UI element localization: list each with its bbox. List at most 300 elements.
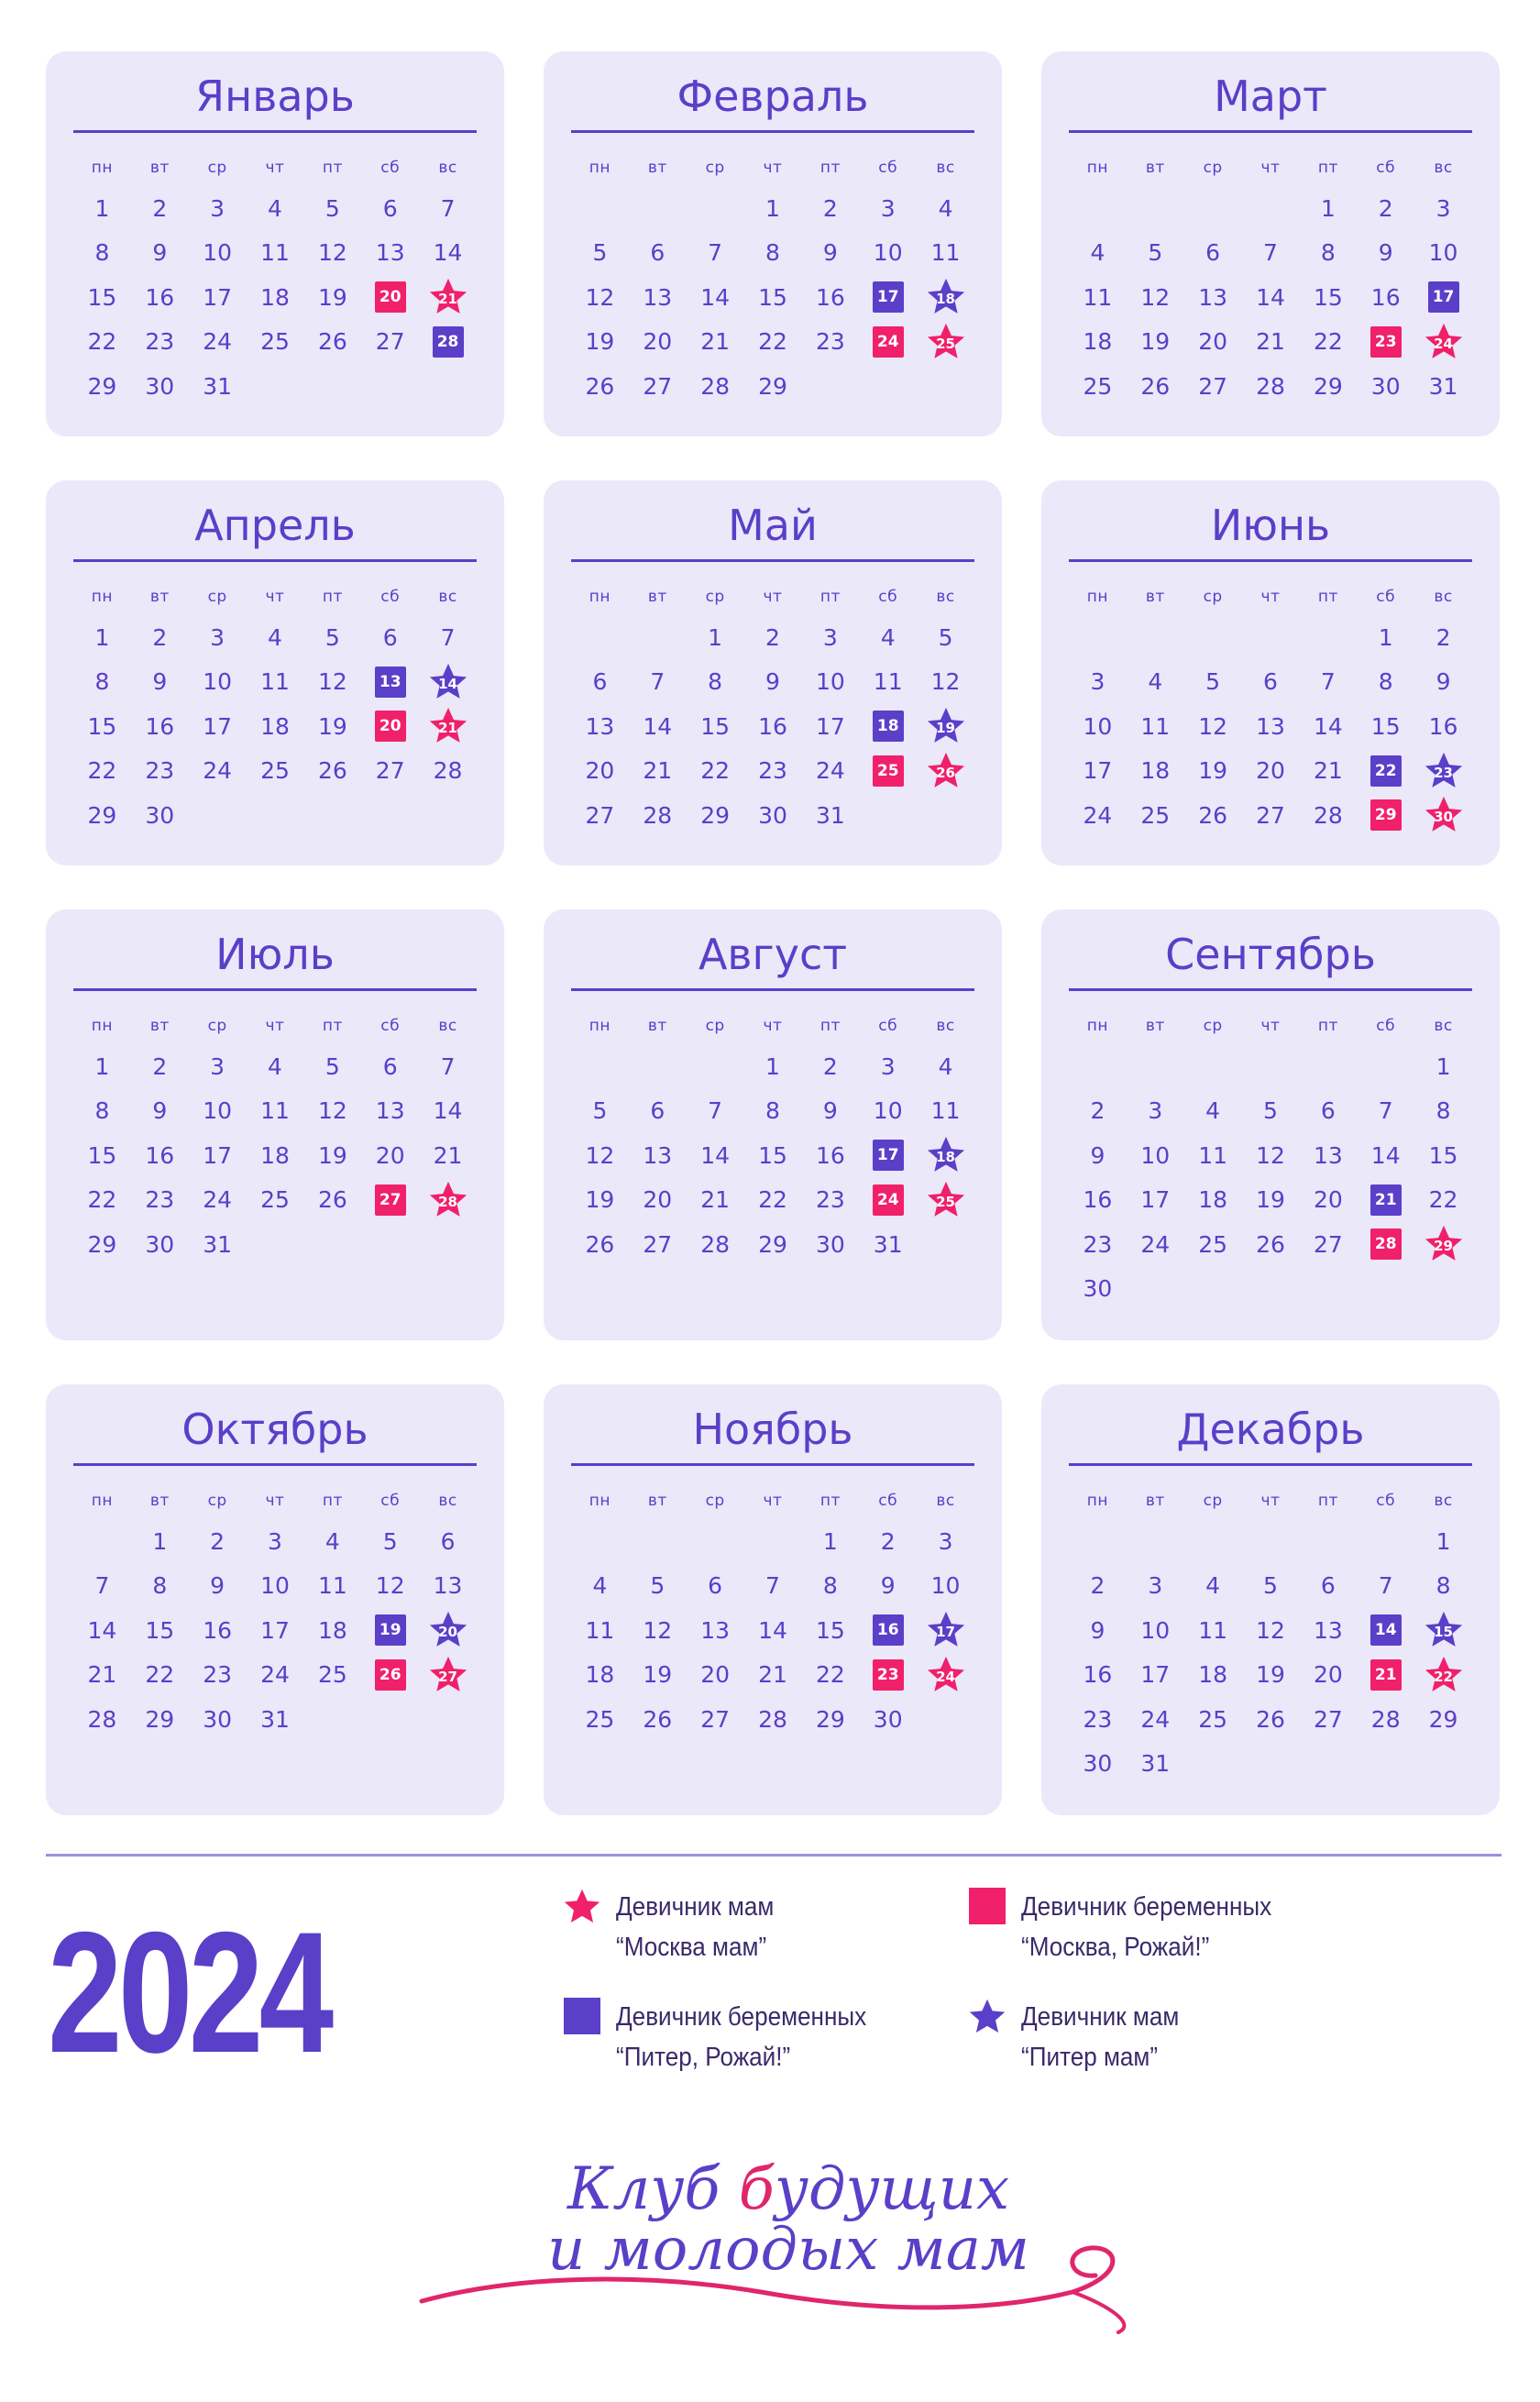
day-cell: 6: [650, 1097, 666, 1125]
day-cell: 11: [1140, 712, 1171, 740]
day-cell: 25: [1198, 1705, 1228, 1733]
empty-cell: [1184, 615, 1242, 659]
day-cell: 10: [203, 1097, 233, 1125]
day-cell: [917, 749, 974, 793]
weekday-label: вт: [149, 588, 170, 606]
day-cell: 8: [152, 1572, 168, 1600]
week-row: [73, 364, 477, 409]
weekday-label: пт: [1317, 159, 1338, 177]
purple-star-marker: 20: [427, 1609, 469, 1651]
weekday-label: вс: [438, 1017, 457, 1035]
month-card: [544, 909, 1002, 1340]
day-cell: 6: [382, 194, 398, 222]
month-rule: [1069, 130, 1472, 133]
week-row: [1069, 186, 1472, 231]
day-cell: 12: [1198, 712, 1228, 740]
month-rule: [571, 988, 974, 991]
weekday-label: пт: [322, 588, 343, 606]
day-cell: 4: [268, 194, 282, 222]
weekday-label: пт: [322, 1017, 343, 1035]
pink-square-marker: 26: [375, 1659, 406, 1691]
empty-cell: [687, 186, 744, 230]
day-cell: [859, 704, 917, 748]
legend-label: Девичник мам: [616, 1892, 775, 1922]
day-cell: 13: [433, 1572, 463, 1600]
day-cell: 1: [708, 623, 723, 651]
day-cell: [917, 704, 974, 748]
weekday-label: чт: [265, 1492, 285, 1510]
weekday-header: [571, 149, 974, 186]
day-cell: 28: [643, 801, 673, 829]
week-row: [571, 1653, 974, 1698]
day-cell: 22: [1428, 1186, 1458, 1214]
empty-cell: [1299, 1267, 1357, 1311]
month-rule: [73, 130, 477, 133]
day-cell: 5: [324, 1052, 340, 1080]
day-cell: [1414, 1608, 1472, 1652]
day-cell: [1357, 320, 1414, 364]
club-logo: Клуб будущих и молодых мам: [547, 2155, 1029, 2284]
day-cell: 10: [260, 1572, 290, 1600]
day-cell: 11: [873, 668, 903, 696]
week-row: [571, 793, 974, 838]
day-cell: 27: [1256, 801, 1285, 829]
pink-star-marker: 27: [427, 1654, 469, 1696]
day-cell: 1: [822, 1527, 838, 1555]
empty-cell: [917, 793, 974, 837]
day-cell: 11: [260, 1097, 290, 1125]
day-cell: 28: [433, 757, 463, 785]
weekday-label: пн: [91, 1017, 114, 1035]
month-title: Июнь: [1210, 501, 1331, 550]
day-cell: 28: [1256, 372, 1285, 400]
week-row: [571, 660, 974, 705]
empty-cell: [1299, 1742, 1357, 1786]
empty-cell: [419, 364, 477, 408]
day-cell: 14: [433, 1097, 463, 1125]
week-row: [73, 231, 477, 276]
day-cell: 22: [145, 1661, 175, 1689]
day-cell: 6: [1205, 239, 1221, 267]
month-card: [1041, 909, 1500, 1340]
week-row: [1069, 660, 1472, 705]
day-cell: 22: [700, 757, 731, 785]
day-cell: 4: [880, 623, 896, 651]
purple-star-marker: 18: [925, 276, 967, 318]
week-row: [73, 1697, 477, 1742]
empty-cell: [1069, 186, 1127, 230]
day-cell: [419, 1178, 477, 1222]
day-cell: [1414, 1222, 1472, 1266]
day-cell: [1357, 1178, 1414, 1222]
empty-cell: [1184, 1742, 1242, 1786]
pink-square-marker: 21: [1370, 1659, 1402, 1691]
weekday-label: пн: [91, 159, 114, 177]
day-cell: 26: [1140, 372, 1171, 400]
day-cell: [859, 1133, 917, 1177]
week-row: [1069, 1222, 1472, 1267]
day-cell: 8: [94, 668, 110, 696]
month-rule: [73, 559, 477, 562]
day-cell: 11: [317, 1572, 347, 1600]
weekday-label: вс: [1434, 1017, 1453, 1035]
weekday-label: ср: [1203, 1492, 1223, 1510]
pink-square-marker: 28: [1370, 1229, 1402, 1260]
week-row: [571, 1133, 974, 1178]
pink-square-marker: 23: [873, 1659, 904, 1691]
day-cell: 22: [758, 1186, 787, 1214]
day-cell: 6: [708, 1572, 723, 1600]
day-cell: 4: [1090, 239, 1106, 267]
day-cell: 12: [1256, 1141, 1285, 1169]
day-cell: 23: [203, 1661, 233, 1689]
day-cell: 27: [375, 757, 405, 785]
day-cell: 4: [1205, 1572, 1221, 1600]
day-cell: 14: [643, 712, 673, 740]
day-cell: 27: [643, 1230, 673, 1258]
day-cell: 7: [708, 1097, 723, 1125]
day-cell: 15: [87, 712, 117, 740]
day-cell: 7: [1320, 668, 1336, 696]
day-cell: 22: [758, 328, 787, 356]
purple-square-marker: 21: [1370, 1184, 1402, 1216]
weekday-label: чт: [763, 1492, 783, 1510]
empty-cell: [1184, 1044, 1242, 1088]
empty-cell: [189, 793, 247, 837]
calendar-grid: [46, 51, 1500, 1859]
weekday-label: вс: [936, 588, 955, 606]
day-cell: 16: [1083, 1186, 1113, 1214]
week-row: [571, 749, 974, 794]
weekday-label: чт: [763, 159, 783, 177]
month-title: Декабрь: [1176, 1405, 1365, 1454]
empty-cell: [1299, 1044, 1357, 1088]
month-title: Сентябрь: [1165, 930, 1376, 979]
day-cell: 9: [152, 239, 168, 267]
weekday-label: вт: [1145, 1492, 1165, 1510]
month-title: Январь: [195, 72, 355, 121]
day-cell: 17: [1140, 1186, 1171, 1214]
day-cell: 15: [758, 1141, 787, 1169]
weekday-label: чт: [1260, 588, 1281, 606]
weekday-label: вт: [647, 1017, 667, 1035]
week-row: [73, 1178, 477, 1223]
day-cell: [361, 660, 419, 704]
day-cell: 28: [87, 1705, 117, 1733]
weekday-label: сб: [1376, 588, 1396, 606]
empty-cell: [1414, 1267, 1472, 1311]
day-cell: 23: [1083, 1230, 1113, 1258]
day-cell: 9: [1090, 1616, 1106, 1644]
day-cell: 7: [708, 239, 723, 267]
purple-star-marker: 23: [1423, 750, 1465, 792]
day-cell: [361, 704, 419, 748]
week-row: [571, 320, 974, 365]
weekday-label: пт: [1317, 1492, 1338, 1510]
day-cell: 19: [1198, 757, 1228, 785]
day-cell: [1414, 1653, 1472, 1697]
month-title: Июль: [215, 930, 335, 979]
empty-cell: [1069, 1044, 1127, 1088]
day-cell: [1414, 320, 1472, 364]
day-cell: 16: [1370, 283, 1401, 311]
day-cell: 10: [815, 668, 845, 696]
week-row: [73, 615, 477, 660]
day-cell: 25: [317, 1661, 347, 1689]
empty-cell: [571, 1044, 629, 1088]
day-cell: [419, 660, 477, 704]
day-cell: 18: [260, 1141, 290, 1169]
day-cell: 5: [324, 194, 340, 222]
empty-cell: [1242, 186, 1300, 230]
day-cell: 30: [145, 1230, 175, 1258]
empty-cell: [1127, 615, 1184, 659]
weekday-label: пт: [820, 588, 841, 606]
empty-cell: [744, 1519, 802, 1563]
day-cell: 1: [765, 194, 780, 222]
purple-square-marker: 17: [1428, 281, 1459, 313]
day-cell: 11: [930, 239, 961, 267]
pink-square-marker: 20: [375, 711, 406, 742]
empty-cell: [1242, 1742, 1300, 1786]
purple-square-marker: 17: [873, 1140, 904, 1171]
day-cell: 7: [650, 668, 666, 696]
day-cell: [419, 275, 477, 319]
weekday-header: [571, 1482, 974, 1519]
week-row: [1069, 1267, 1472, 1312]
empty-cell: [571, 186, 629, 230]
day-cell: 18: [260, 712, 290, 740]
day-cell: 20: [375, 1141, 405, 1169]
day-cell: 12: [317, 239, 347, 267]
month-title: Апрель: [194, 501, 356, 550]
day-cell: 22: [87, 1186, 117, 1214]
day-cell: 3: [1148, 1572, 1163, 1600]
day-cell: 6: [382, 623, 398, 651]
empty-cell: [1299, 615, 1357, 659]
day-cell: 14: [1370, 1141, 1401, 1169]
week-row: [73, 1222, 477, 1267]
weekday-label: сб: [380, 588, 401, 606]
empty-cell: [629, 186, 687, 230]
day-cell: [917, 275, 974, 319]
day-cell: [917, 1178, 974, 1222]
day-cell: 24: [203, 757, 233, 785]
day-cell: 17: [260, 1616, 290, 1644]
weekday-label: пт: [820, 1492, 841, 1510]
day-cell: 20: [585, 757, 615, 785]
day-cell: [859, 1608, 917, 1652]
month-card: [544, 1384, 1002, 1815]
empty-cell: [1069, 615, 1127, 659]
day-cell: [917, 1653, 974, 1697]
legend-sublabel: “Москва, Рожай!”: [1021, 1933, 1210, 1962]
pink-star-marker: 21: [427, 705, 469, 747]
day-cell: 23: [145, 757, 175, 785]
day-cell: 4: [1205, 1097, 1221, 1125]
day-cell: 29: [1313, 372, 1343, 400]
day-cell: 21: [643, 757, 673, 785]
day-cell: 18: [1140, 757, 1171, 785]
day-cell: 28: [1313, 801, 1343, 829]
day-cell: 29: [145, 1705, 175, 1733]
weekday-label: вт: [149, 1017, 170, 1035]
day-cell: 4: [938, 194, 953, 222]
day-cell: 5: [382, 1527, 398, 1555]
week-row: [1069, 364, 1472, 409]
purple-star-icon: [966, 1997, 1008, 2039]
day-cell: 18: [1083, 328, 1113, 356]
empty-cell: [571, 615, 629, 659]
weekday-label: чт: [1260, 1017, 1281, 1035]
day-cell: 24: [260, 1661, 290, 1689]
day-cell: 31: [203, 372, 233, 400]
empty-cell: [687, 1044, 744, 1088]
day-cell: 5: [1263, 1097, 1278, 1125]
day-cell: 20: [1198, 328, 1228, 356]
month-title: Октябрь: [182, 1405, 368, 1454]
day-cell: 29: [1428, 1705, 1458, 1733]
day-cell: 21: [1256, 328, 1285, 356]
weekday-label: вт: [1145, 1017, 1165, 1035]
day-cell: 27: [643, 372, 673, 400]
weekday-label: вт: [647, 588, 667, 606]
day-cell: 19: [643, 1661, 673, 1689]
day-cell: 31: [1140, 1750, 1171, 1778]
day-cell: 27: [1198, 372, 1228, 400]
day-cell: 17: [1140, 1661, 1171, 1689]
weekday-label: пн: [588, 588, 611, 606]
purple-square-marker: 22: [1370, 755, 1402, 787]
weekday-label: вс: [438, 588, 457, 606]
legend-label: Девичник беременных: [1021, 1892, 1272, 1922]
day-cell: 3: [880, 194, 896, 222]
weekday-label: ср: [705, 1492, 725, 1510]
day-cell: 3: [1436, 194, 1451, 222]
day-cell: [1414, 275, 1472, 319]
pink-star-marker: 26: [925, 750, 967, 792]
weekday-label: пт: [820, 159, 841, 177]
weekday-label: вс: [1434, 159, 1453, 177]
day-cell: 15: [758, 283, 787, 311]
week-row: [1069, 1653, 1472, 1698]
empty-cell: [629, 1044, 687, 1088]
day-cell: 18: [1198, 1661, 1228, 1689]
day-cell: [1357, 793, 1414, 837]
empty-cell: [629, 615, 687, 659]
day-cell: 7: [765, 1572, 780, 1600]
week-row: [571, 704, 974, 749]
day-cell: 26: [317, 757, 347, 785]
day-cell: 8: [1436, 1572, 1451, 1600]
weekday-label: вт: [647, 1492, 667, 1510]
weekday-label: пн: [1086, 1017, 1109, 1035]
day-cell: 31: [815, 801, 845, 829]
day-cell: 10: [1140, 1616, 1171, 1644]
pink-star-marker: 25: [925, 321, 967, 363]
day-cell: 22: [87, 328, 117, 356]
day-cell: 19: [317, 712, 347, 740]
day-cell: 7: [94, 1572, 110, 1600]
day-cell: 10: [203, 239, 233, 267]
empty-cell: [303, 364, 361, 408]
weekday-label: сб: [878, 1492, 898, 1510]
legend-item-piter-moms: [966, 1997, 1196, 2077]
month-title: Август: [698, 930, 848, 979]
day-cell: 17: [203, 712, 233, 740]
pink-square-marker: 25: [873, 755, 904, 787]
day-cell: 13: [1313, 1616, 1343, 1644]
day-cell: 5: [592, 1097, 608, 1125]
day-cell: 1: [94, 623, 110, 651]
day-cell: 24: [1083, 801, 1113, 829]
day-cell: 9: [822, 239, 838, 267]
pink-star-marker: 24: [1423, 321, 1465, 363]
weekday-label: пн: [588, 159, 611, 177]
day-cell: 7: [440, 1052, 456, 1080]
week-row: [571, 186, 974, 231]
weekday-label: вт: [1145, 159, 1165, 177]
week-row: [1069, 320, 1472, 365]
week-row: [73, 186, 477, 231]
empty-cell: [247, 1222, 304, 1266]
day-cell: 3: [210, 194, 226, 222]
month-rule: [1069, 559, 1472, 562]
day-cell: 7: [1263, 239, 1278, 267]
day-cell: 31: [203, 1230, 233, 1258]
empty-cell: [1357, 1742, 1414, 1786]
weekday-label: сб: [878, 1017, 898, 1035]
weekday-label: чт: [763, 1017, 783, 1035]
day-cell: 10: [203, 668, 233, 696]
day-cell: 3: [268, 1527, 282, 1555]
empty-cell: [917, 364, 974, 408]
day-cell: [1357, 1222, 1414, 1266]
day-cell: 19: [585, 1186, 615, 1214]
day-cell: 27: [1313, 1705, 1343, 1733]
day-cell: 16: [758, 712, 787, 740]
day-cell: 2: [1378, 194, 1393, 222]
day-cell: 15: [145, 1616, 175, 1644]
purple-square-marker: 16: [873, 1614, 904, 1646]
day-cell: 5: [1148, 239, 1163, 267]
week-row: [571, 1222, 974, 1267]
day-cell: 28: [700, 372, 731, 400]
day-cell: 2: [152, 1052, 168, 1080]
week-row: [571, 275, 974, 320]
day-cell: [859, 1653, 917, 1697]
empty-cell: [303, 1697, 361, 1741]
day-cell: 12: [585, 283, 615, 311]
empty-cell: [1357, 1519, 1414, 1563]
week-row: [1069, 1697, 1472, 1742]
pink-star-marker: 21: [427, 276, 469, 318]
weekday-label: вт: [149, 159, 170, 177]
day-cell: [917, 320, 974, 364]
weekday-header: [571, 578, 974, 615]
day-cell: 4: [268, 1052, 282, 1080]
day-cell: 25: [260, 328, 290, 356]
day-cell: 14: [433, 239, 463, 267]
day-cell: 29: [700, 801, 731, 829]
week-row: [73, 660, 477, 705]
day-cell: 1: [152, 1527, 168, 1555]
day-cell: 28: [1370, 1705, 1401, 1733]
week-row: [571, 1178, 974, 1223]
day-cell: 5: [938, 623, 953, 651]
empty-cell: [1357, 1044, 1414, 1088]
day-cell: 29: [87, 1230, 117, 1258]
